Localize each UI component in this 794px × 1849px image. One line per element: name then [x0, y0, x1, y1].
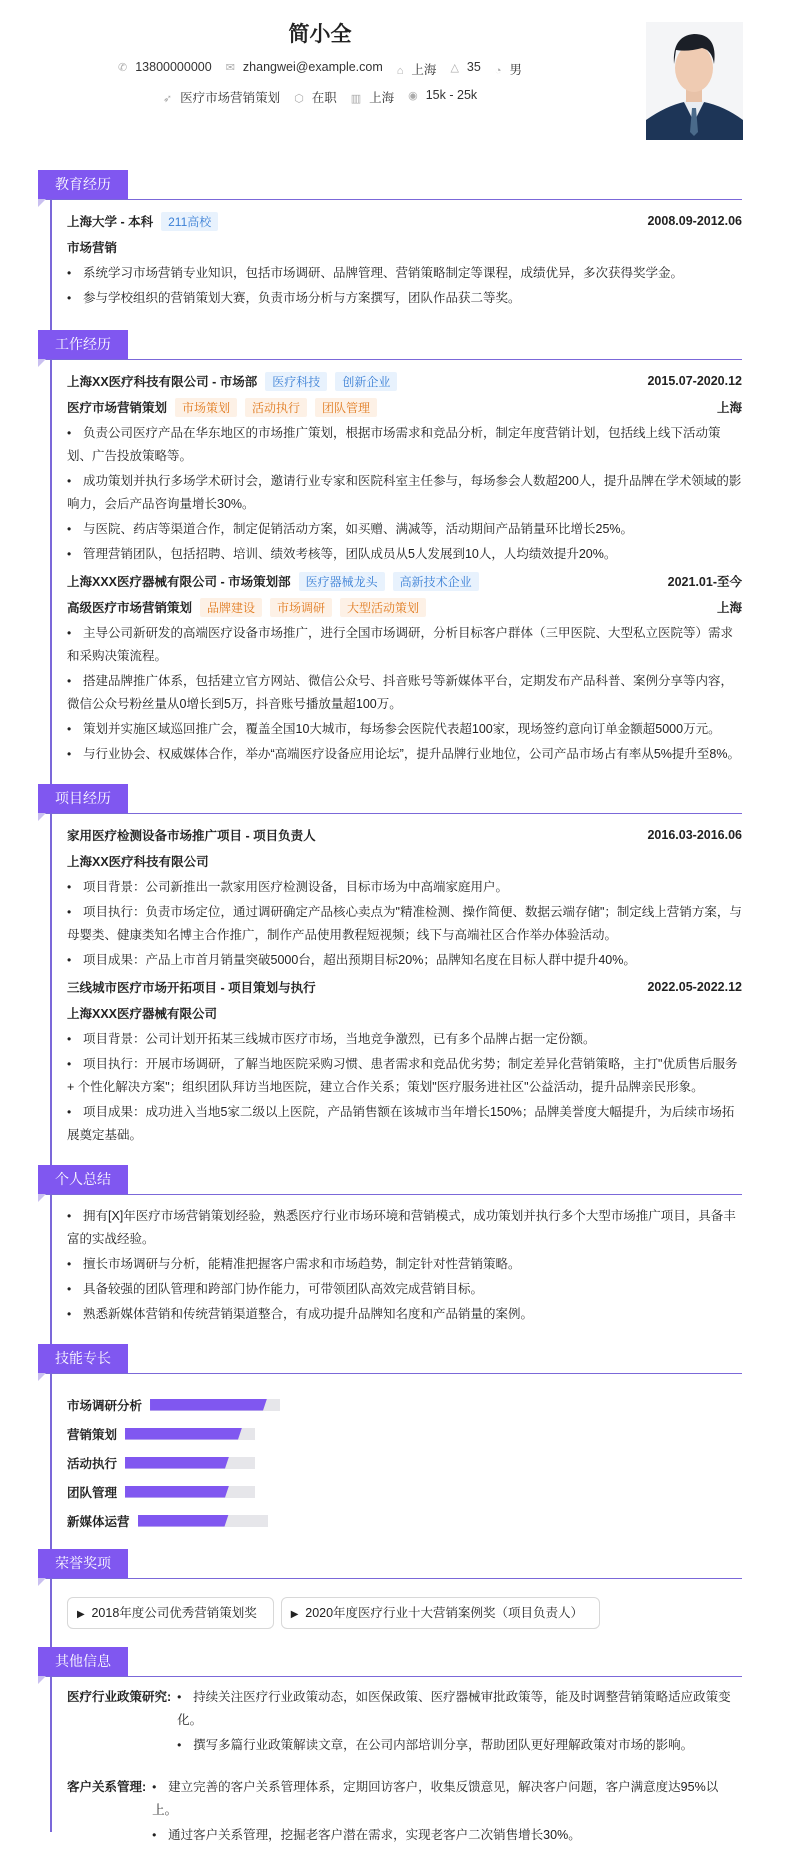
item-text: 主导公司新研发的高端医疗设备市场推广，进行全国市场调研，分析目标客户群体（三甲医院、大型私立医院等）需求和采购决策流程。 [67, 626, 734, 663]
job-city: 上海 [716, 401, 742, 415]
job-date: 2015.07-2020.12 [647, 374, 742, 388]
job-date: 2021.01-至今 [667, 575, 742, 589]
bullet-dot: • [67, 674, 72, 688]
project-company-line [67, 1000, 742, 1026]
list-item: • 参与学校组织的营销策划大赛，负责市场分析与方案撰写，团队作品获二等奖。 [67, 291, 521, 305]
job-items [67, 622, 742, 766]
skill-name: 团队管理 [67, 1485, 118, 1500]
bullet-dot: • [177, 1738, 182, 1752]
award-item [67, 1597, 274, 1629]
skill-level-bar [138, 1515, 268, 1527]
bullet-dot: • [67, 1057, 72, 1071]
list-item [67, 1028, 742, 1051]
company-group [67, 372, 397, 391]
contact-row [0, 60, 640, 78]
bullet-dot: • [67, 1257, 72, 1271]
building-icon: ▥ [350, 93, 362, 105]
section-title: 个人总结 [38, 1165, 128, 1194]
skill-level-bar [125, 1486, 255, 1498]
phone-icon: ✆ [118, 62, 128, 74]
skill-item [67, 1390, 411, 1419]
salary: 15k - 25k [425, 88, 478, 102]
project-date: 2016.03-2016.06 [647, 828, 742, 842]
skills-section [38, 1344, 742, 1535]
item-text: 搭建品牌推广体系，包括建立官方网站、微信公众号、抖音账号等新媒体平台，定期发布产品科普、案例分享等内容，微信公众号粉丝量从0增长到5万，抖音账号播放量超100万。 [67, 674, 734, 711]
bullet-dot: • [177, 1690, 182, 1704]
skill-level-fill [138, 1515, 229, 1527]
school: 上海大学 - 本科 [67, 214, 154, 229]
list-item [67, 670, 742, 716]
education-section [38, 170, 742, 310]
list-item [67, 1278, 742, 1301]
project-header [67, 974, 742, 1000]
role-name: 医疗市场营销策划 [67, 400, 168, 415]
other-items [177, 1684, 742, 1759]
item-text: 管理营销团队，包括招聘、培训、绩效考核等，团队成员从5人发展到10人，人均绩效提升20%。 [83, 547, 617, 561]
role-tag: 市场调研 [270, 598, 332, 617]
skill-name: 营销策划 [67, 1427, 118, 1442]
skill-level-fill [125, 1457, 229, 1469]
item-text: 项目成果：产品上市首月销量突破5000台，超出预期目标20%；品牌知名度在目标人群中提升40%。 [83, 953, 636, 967]
bullet-dot: • [67, 1282, 72, 1296]
role-tag: 大型活动策划 [340, 598, 426, 617]
role-tag: 团队管理 [315, 398, 377, 417]
item-text: 项目成果：成功进入当地5家二级以上医院，产品销售额在该城市当年增长150%；品牌美誉度大幅提升，为后续市场拓展奠定基础。 [67, 1105, 735, 1142]
list-item [152, 1824, 742, 1847]
major: 市场营销 [67, 241, 118, 255]
bullet-dot: • [67, 905, 72, 919]
item-text: 熟悉新媒体营销和传统营销渠道整合，有成功提升品牌知名度和产品销量的案例。 [83, 1307, 534, 1321]
city: 上海 [411, 63, 437, 77]
summary-section [38, 1165, 742, 1326]
skill-level-fill [150, 1399, 267, 1411]
school-tag: 211高校 [161, 212, 218, 231]
bullet-dot: • [67, 547, 72, 561]
award-text: 2018年度公司优秀营销策划奖 [91, 1606, 257, 1620]
section-title: 工作经历 [38, 330, 128, 359]
item-text: 具备较强的团队管理和跨部门协作能力，可带领团队高效完成营销目标。 [83, 1282, 484, 1296]
role-group [67, 598, 426, 617]
salary-icon: ◉ [408, 90, 418, 102]
list-item [67, 743, 742, 766]
email: zhangwei@example.com [242, 60, 383, 74]
job-header [67, 368, 742, 394]
item-text: 策划并实施区域巡回推广会，覆盖全国10大城市，每场参会医院代表超100家，现场签约意向订单金额超5000万元。 [83, 722, 721, 736]
item-text: 项目执行：开展市场调研，了解当地医院采购习惯、患者需求和竞品优劣势；制定差异化营销策略，主打"优质售后服务 + 个性化解决方案"；组织团队拜访当地医院，建立合作关系；策划"医疗服务进社区"公益活动，提升品牌亲民形象。 [67, 1057, 738, 1094]
list-item [67, 422, 742, 468]
bullet-dot: • [152, 1780, 157, 1794]
candidate-name: 简小全 [288, 23, 352, 46]
company-name: 上海XX医疗科技有限公司 - 市场部 [67, 374, 258, 389]
status: 在职 [311, 91, 337, 105]
other-item [67, 1687, 742, 1759]
project-company: 上海XX医疗科技有限公司 [67, 855, 209, 869]
bullet-dot: • [67, 474, 72, 488]
position: 医疗市场营销策划 [180, 91, 281, 105]
list-item: • 系统学习市场营销专业知识，包括市场调研、品牌管理、营销策略制定等课程，成绩优异，多次获得奖学金。 [67, 266, 684, 280]
role-tag: 品牌建设 [200, 598, 262, 617]
project-name: 家用医疗检测设备市场推广项目 - 项目负责人 [67, 829, 316, 843]
bullet-dot: • [67, 1105, 72, 1119]
project-items [67, 876, 742, 972]
work-city: 上海 [369, 91, 395, 105]
section-title: 项目经历 [38, 784, 128, 813]
bullet-dot: • [67, 722, 72, 736]
skill-item [67, 1477, 411, 1506]
section-title: 其他信息 [38, 1647, 128, 1676]
age-icon: △ [450, 62, 459, 74]
bullet-dot: • [67, 522, 72, 536]
age: 35 [466, 60, 481, 74]
company-tag: 创新企业 [335, 372, 397, 391]
project-items [67, 1028, 742, 1147]
project-date: 2022.05-2022.12 [647, 980, 742, 994]
job-header [67, 568, 742, 594]
skill-item [67, 1419, 411, 1448]
item-text: 撰写多篇行业政策解读文章，在公司内部培训分享，帮助团队更好理解政策对市场的影响。 [193, 1738, 694, 1752]
triangle-right-icon: ▶ [77, 1609, 88, 1620]
company-group [67, 572, 479, 591]
project-name: 三线城市医疗市场开拓项目 - 项目策划与执行 [67, 981, 316, 995]
project-company: 上海XXX医疗器械有限公司 [67, 1007, 218, 1021]
skill-level-bar [150, 1399, 280, 1411]
item-text: 负责公司医疗产品在华东地区的市场推广策划，根据市场需求和竞品分析，制定年度营销计划，包括线上线下活动策划、广告投放策略等。 [67, 426, 721, 463]
job-intent-row [0, 88, 640, 106]
role-header [67, 394, 742, 420]
company-tag: 医疗器械龙头 [299, 572, 385, 591]
avatar-photo [646, 22, 743, 140]
home-icon: ⌂ [396, 65, 404, 77]
projects-section [38, 784, 742, 1147]
bullet-dot: • [67, 953, 72, 967]
skill-name: 新媒体运营 [67, 1514, 130, 1529]
other-label: 客户关系管理: [67, 1780, 147, 1794]
triangle-right-icon: ▶ [290, 1609, 302, 1620]
skill-name: 市场调研分析 [67, 1398, 143, 1413]
status-icon: ⬡ [294, 93, 304, 105]
list-item [177, 1686, 742, 1732]
bullet-dot: • [152, 1828, 157, 1842]
skill-level-fill [125, 1428, 242, 1440]
work-section [38, 330, 742, 766]
company-tag: 高新技术企业 [393, 572, 479, 591]
company-tag: 医疗科技 [265, 372, 327, 391]
role-group [67, 398, 377, 417]
list-item [67, 949, 742, 972]
list-item [67, 1205, 742, 1251]
item-text: 成功策划并执行多场学术研讨会，邀请行业专家和医院科室主任参与，每场参会人数超200人，提升品牌在学术领域的影响力，会后产品咨询量增长30%。 [67, 474, 742, 511]
list-item [152, 1776, 742, 1822]
item-text: 建立完善的客户关系管理体系，定期回访客户，收集反馈意见，解决客户问题，客户满意度达95%以上。 [152, 1780, 719, 1817]
role-header [67, 594, 742, 620]
item-text: 拥有[X]年医疗市场营销策划经验，熟悉医疗行业市场环境和营销模式，成功策划并执行多个大型市场推广项目，具备丰富的实战经验。 [67, 1209, 736, 1246]
company-name: 上海XXX医疗器械有限公司 - 市场策划部 [67, 574, 291, 589]
bullet-dot: • [67, 426, 72, 440]
phone: 13800000000 [135, 60, 212, 74]
item-text: 持续关注医疗行业政策动态，如医保政策、医疗器械审批政策等，能及时调整营销策略适应政策变化。 [177, 1690, 731, 1727]
send-icon: ➶ [162, 93, 173, 105]
bullet-dot: • [67, 747, 72, 761]
list-item [67, 1053, 742, 1099]
role-tag: 市场策划 [175, 398, 237, 417]
award-text: 2020年度医疗行业十大营销案例奖（项目负责人） [305, 1606, 584, 1620]
item-text: 与医院、药店等渠道合作，制定促销活动方案，如买赠、满减等，活动期间产品销量环比增长25%。 [83, 522, 634, 536]
list-item [67, 1101, 742, 1147]
project-company-line [67, 848, 742, 874]
gender-icon: ◔ [494, 65, 502, 77]
item-text: 项目背景：公司新推出一款家用医疗检测设备，目标市场为中高端家庭用户。 [83, 880, 509, 894]
skill-item [67, 1506, 411, 1535]
section-title: 荣誉奖项 [38, 1549, 128, 1578]
section-title: 教育经历 [38, 170, 128, 199]
email-icon: ✉ [225, 62, 235, 74]
other-section [38, 1647, 742, 1849]
skill-name: 活动执行 [67, 1456, 118, 1471]
item-text: 与行业协会、权威媒体合作，举办“高端医疗设备应用论坛”，提升品牌行业地位，公司产品市场占有率从5%提升至8%。 [83, 747, 740, 761]
list-item [67, 1253, 742, 1276]
item-text: 通过客户关系管理，挖掘老客户潜在需求，实现老客户二次销售增长30%。 [168, 1828, 581, 1842]
award-item [281, 1597, 600, 1629]
role-name: 高级医疗市场营销策划 [67, 600, 193, 615]
bullet-dot: • [67, 1307, 72, 1321]
list-item [67, 876, 742, 899]
bullet-dot: • [67, 1032, 72, 1046]
list-item [67, 718, 742, 741]
list-item [67, 1303, 742, 1326]
skill-level-fill [125, 1486, 229, 1498]
list-item [67, 901, 742, 947]
list-item [67, 470, 742, 516]
item-text: 项目背景：公司计划开拓某三线城市医疗市场，当地竞争激烈，已有多个品牌占据一定份额。 [83, 1032, 596, 1046]
other-items [152, 1774, 742, 1849]
section-title: 技能专长 [38, 1344, 128, 1373]
item-text: 项目执行：负责市场定位，通过调研确定产品核心卖点为"精准检测、操作简便、数据云端存储"；制定线上营销方案，与母婴类、健康类知名博主合作推广，制作产品使用教程短视频；线下与高端社区合作举办体验活动。 [67, 905, 742, 942]
bullet-dot: • [67, 1209, 72, 1223]
skill-level-bar [125, 1428, 255, 1440]
job-items [67, 422, 742, 566]
bullet-dot: • [67, 880, 72, 894]
skill-item [67, 1448, 411, 1477]
role-tag: 活动执行 [245, 398, 307, 417]
awards-section [38, 1549, 742, 1629]
item-text: 擅长市场调研与分析，能精准把握客户需求和市场趋势，制定针对性营销策略。 [83, 1257, 521, 1271]
gender: 男 [509, 63, 522, 77]
list-item [67, 622, 742, 668]
resume-header [0, 0, 794, 160]
edu-date: 2008.09-2012.06 [647, 214, 742, 228]
project-header [67, 822, 742, 848]
job-city: 上海 [716, 601, 742, 615]
list-item [67, 543, 742, 566]
skill-level-bar [125, 1457, 255, 1469]
list-item [67, 518, 742, 541]
bullet-dot: • [67, 626, 72, 640]
list-item [177, 1734, 742, 1757]
other-label: 医疗行业政策研究: [67, 1690, 172, 1704]
other-item [67, 1777, 742, 1849]
